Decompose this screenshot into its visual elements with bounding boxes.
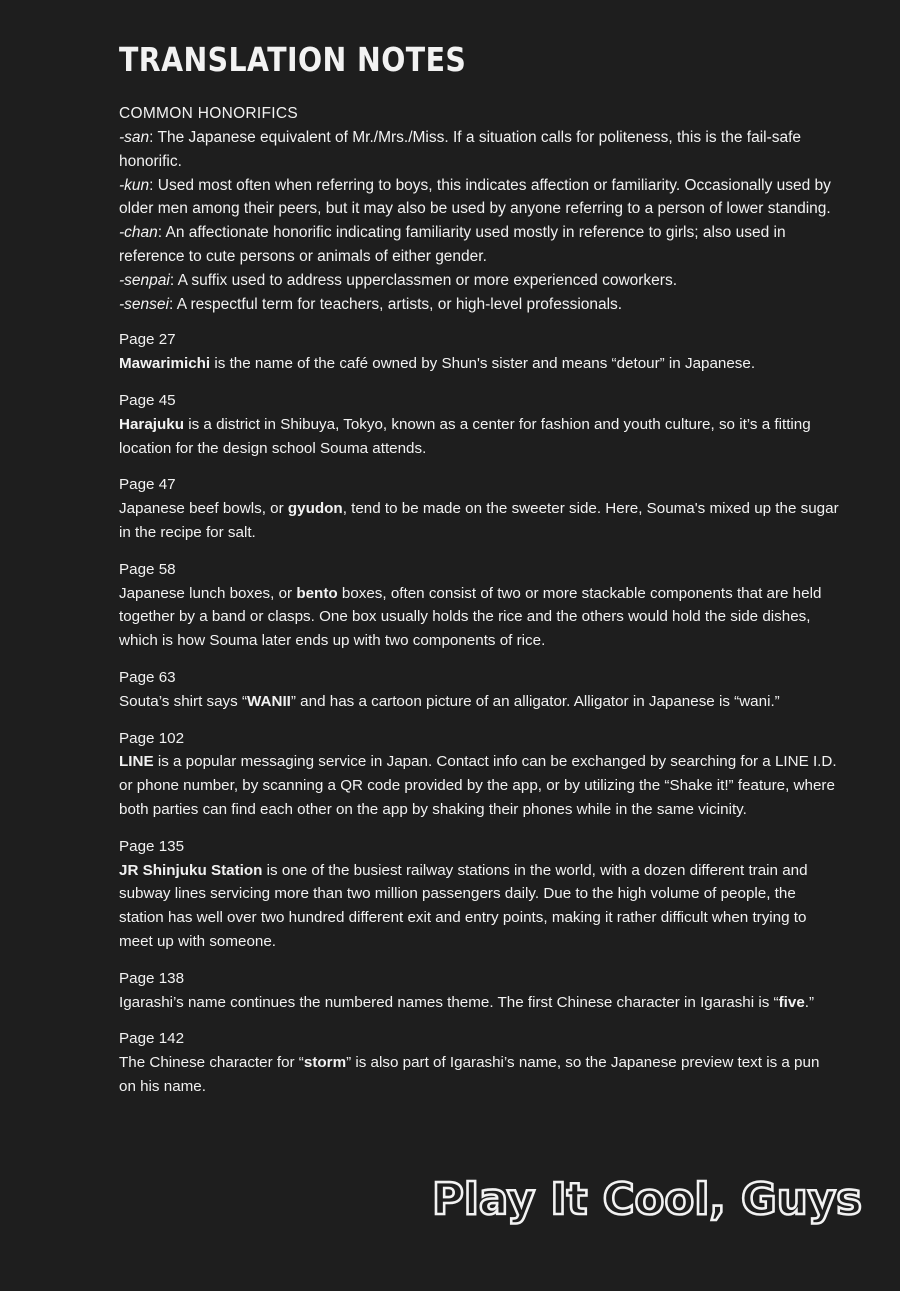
note-text-post: is a popular messaging service in Japan. Contact info can be exchanged by searching for a LINE I.D. or phone number, by scanning a QR code provided by the app, or by utilizing the “Shake it!” feature, where both parties can find each other on the app by shaking their phones while in the same vicinity. (119, 753, 837, 818)
notes-list (119, 328, 839, 1098)
note-text-pre: The Chinese character for “ (119, 1054, 304, 1072)
note-entry (119, 835, 839, 954)
note-text-post: is the name of the café owned by Shun's sister and means “detour” in Japanese. (210, 355, 756, 373)
note-text (119, 859, 839, 954)
note-entry (119, 666, 839, 714)
note-text (119, 413, 839, 461)
note-entry (119, 1027, 839, 1098)
note-keyword: five (778, 993, 805, 1011)
note-text (119, 497, 839, 545)
honorific-item (119, 174, 839, 222)
series-logo (428, 1162, 868, 1230)
note-page-number: Page 142 (119, 1030, 185, 1048)
honorifics-heading: COMMON HONORIFICS (119, 105, 299, 122)
note-page-number: Page 135 (119, 837, 185, 855)
honorific-term: -senpai (119, 271, 170, 289)
honorific-definition: The Japanese equivalent of Mr./Mrs./Miss. If a situation calls for politeness, this is the fail-safe honorific. (119, 129, 802, 170)
honorific-item (119, 269, 839, 293)
honorific-definition: A respectful term for teachers, artists, or high-level professionals. (176, 295, 623, 313)
note-text (119, 750, 839, 821)
note-keyword: WANII (247, 692, 291, 710)
honorific-item (119, 221, 839, 269)
honorific-separator: : (168, 295, 177, 313)
note-text-pre: Japanese lunch boxes, or (119, 584, 297, 602)
note-keyword: gyudon (287, 500, 343, 518)
note-text (119, 991, 839, 1015)
honorific-separator: : (157, 224, 166, 242)
note-text (119, 690, 839, 714)
note-text-post: ” and has a cartoon picture of an alligator. Alligator in Japanese is “wani.” (290, 692, 780, 710)
note-page-number: Page 138 (119, 969, 185, 987)
page-title: TRANSLATION NOTES (119, 40, 467, 79)
note-text-post: , tend to be made on the sweeter side. Here, Souma's mixed up the sugar in the recipe for salt. (119, 500, 839, 541)
note-entry (119, 967, 839, 1015)
honorific-term: -sensei (119, 295, 169, 313)
honorific-item (119, 126, 839, 174)
note-text (119, 1051, 839, 1099)
note-entry (119, 328, 839, 376)
honorifics-list (119, 126, 839, 316)
honorifics-section (119, 102, 839, 316)
honorific-separator: : (149, 129, 158, 146)
note-page-number: Page 102 (119, 729, 185, 747)
honorific-definition: A suffix used to address upperclassmen or more experienced coworkers. (177, 271, 678, 289)
note-page-number: Page 45 (119, 391, 176, 409)
honorific-term: -kun (119, 176, 150, 194)
series-logo-text: Play It Cool, Guys (432, 1174, 862, 1225)
note-keyword: LINE (119, 753, 154, 771)
note-page-number: Page 47 (119, 476, 176, 494)
note-text-post: is one of the busiest railway stations in the world, with a dozen different train and subway lines servicing more than two million passengers daily. Due to the high volume of people, the station has well over two hundred different exit and entry points, making it rather difficult when trying to meet up with someone. (119, 861, 808, 950)
note-text-post: boxes, often consist of two or more stackable components that are held together by a band or clasps. One box usually holds the rice and the others would hold the side dishes, which is how Souma later ends up with two components of rice. (119, 584, 822, 650)
note-text-pre: Japanese beef bowls, or (119, 500, 288, 518)
honorific-separator: : (169, 271, 178, 289)
honorific-separator: : (149, 176, 158, 194)
note-keyword: Harajuku (119, 415, 184, 433)
honorific-term: -chan (119, 224, 158, 242)
note-keyword: JR Shinjuku Station (119, 861, 263, 879)
note-page-number: Page 27 (119, 331, 176, 349)
honorific-definition: An affectionate honorific indicating familiarity used mostly in reference to girls; also used in reference to cute persons or animals of either gender. (119, 224, 786, 265)
note-page-number: Page 63 (119, 668, 176, 686)
honorific-definition: Used most often when referring to boys, this indicates affection or familiarity. Occasionally used by older men among their peers, but it may also be used by anyone referring to a person of lower standing. (119, 176, 831, 218)
note-keyword: Mawarimichi (119, 355, 211, 373)
note-keyword: storm (303, 1054, 347, 1072)
note-page-number: Page 58 (119, 560, 176, 578)
note-entry (119, 727, 839, 822)
note-text-post: .” (804, 993, 815, 1011)
note-entry (119, 389, 839, 460)
note-keyword: bento (296, 584, 338, 602)
note-text-post: is a district in Shibuya, Tokyo, known as a center for fashion and youth culture, so it’s a fitting location for the design school Souma attends. (119, 415, 811, 457)
note-text-post: ” is also part of Igarashi’s name, so the Japanese preview text is a pun on his name. (119, 1054, 820, 1095)
translation-notes-page (119, 40, 839, 1099)
note-text-pre: Souta’s shirt says “ (119, 692, 248, 710)
note-text (119, 582, 839, 653)
note-text (119, 352, 839, 376)
honorific-term: -san (119, 129, 150, 146)
note-entry (119, 473, 839, 544)
honorific-item (119, 293, 839, 317)
note-entry (119, 558, 839, 653)
note-text-pre: Igarashi’s name continues the numbered names theme. The first Chinese character in Igarashi is “ (119, 993, 779, 1011)
